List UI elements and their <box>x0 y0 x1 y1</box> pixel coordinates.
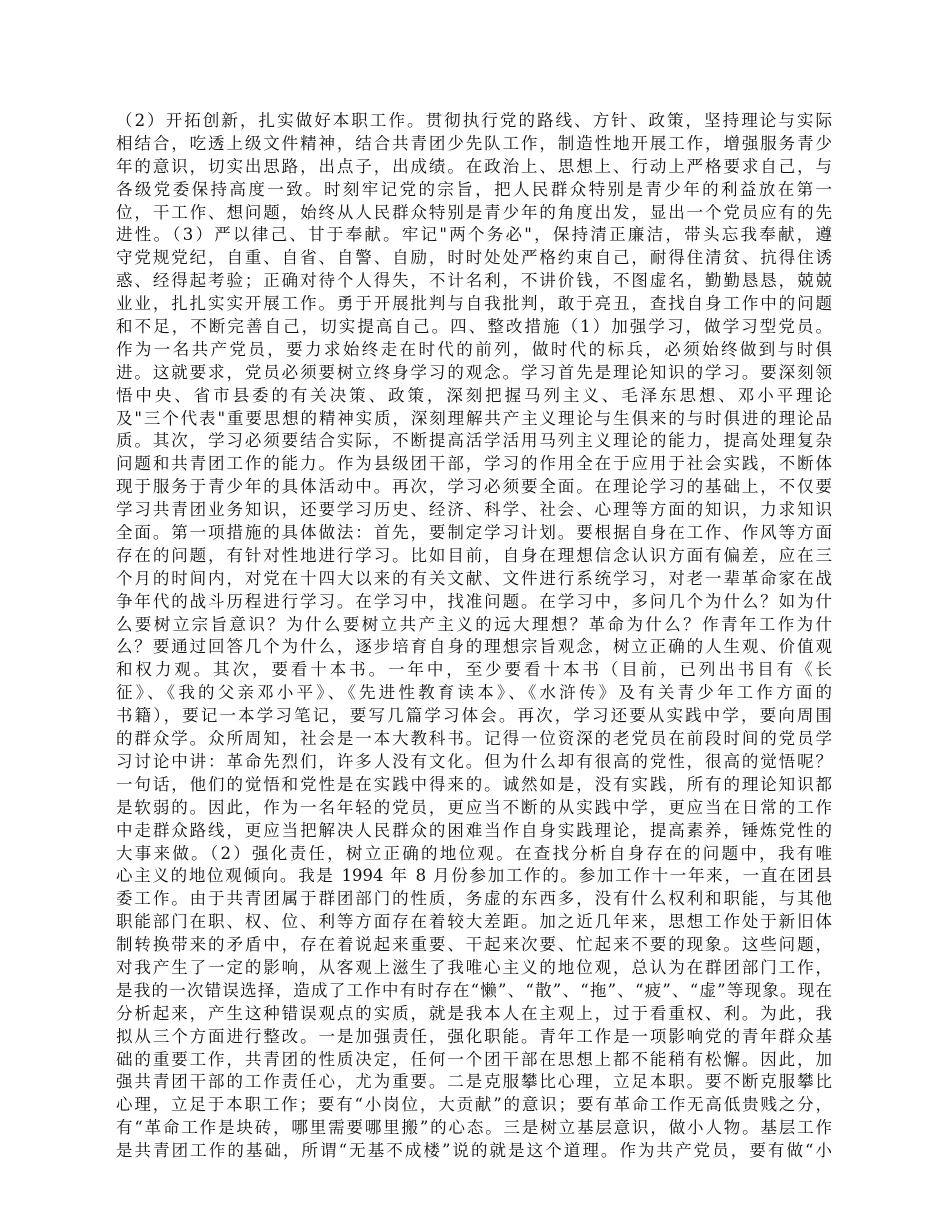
text-line: 础的重要工作，共青团的性质决定，任何一个团干部在思想上都不能稍有松懈。因此，加 <box>116 1049 832 1069</box>
text-line: 业业，扎扎实实开展工作。勇于开展批判与自我批判，敢于亮丑，查找自身工作中的问题 <box>116 294 832 314</box>
text-line: （2）开拓创新，扎实做好本职工作。贯彻执行党的路线、方针、政策，坚持理论与实际 <box>116 111 832 130</box>
text-line: 是软弱的。因此，作为一名年轻的党员，更应当不断的从实践中学，更应当在日常的工作 <box>116 797 832 817</box>
text-line: 全面。第一项措施的具体做法：首先，要制定学习计划。要根据自身在工作、作风等方面 <box>116 523 832 543</box>
text-line: 委工作。由于共青团属于群团部门的性质，务虚的东西多，没有什么权利和职能，与其他 <box>116 889 832 909</box>
text-line: 么？要通过回答几个为什么，逐步培育自身的理想宗旨观念，树立正确的人生观、价值观 <box>116 637 832 657</box>
text-line: 制转换带来的矛盾中，存在着说起来重要、干起来次要、忙起来不要的现象。这些问题， <box>116 935 832 955</box>
text-line: 现于服务于青少年的具体活动中。再次，学习必须要全面。在理论学习的基础上，不仅要 <box>116 477 832 497</box>
text-line: 惑、经得起考验；正确对待个人得失，不计名利，不讲价钱，不图虚名，勤勤恳恳，兢兢 <box>116 271 832 291</box>
text-line: 和不足，不断完善自己，切实提高自己。四、整改措施（1）加强学习，做学习型党员。 <box>116 317 832 337</box>
text-line: 问题和共青团工作的能力。作为县级团干部，学习的作用全在于应用于社会实践，不断体 <box>116 454 832 474</box>
text-line: 进。这就要求，党员必须要树立终身学习的观念。学习首先是理论知识的学习。要深刻领 <box>116 362 832 382</box>
text-line: 分析起来，产生这种错误观点的实质，就是我本人在主观上，过于看重权、利。为此，我 <box>116 1003 832 1023</box>
text-line: 对我产生了一定的影响，从客观上滋生了我唯心主义的地位观，总认为在群团部门工作， <box>116 957 832 977</box>
text-line: 是我的一次错误选择，造成了工作中有时存在“懒”、“散”、“拖”、“疲”、“虚”等现象。现在 <box>116 980 832 1000</box>
text-line: 大事来做。（2）强化责任，树立正确的地位观。在查找分析自身存在的问题中，我有唯 <box>116 843 832 863</box>
text-line: 习讨论中讲：革命先烈们，许多人没有文化。但为什么却有很高的党性，很高的觉悟呢？ <box>116 751 832 771</box>
text-line: 一句话，他们的觉悟和党性是在实践中得来的。诚然如是，没有实践，所有的理论知识都 <box>116 774 832 794</box>
text-line: 作为一名共产党员，要力求始终走在时代的前列，做时代的标兵，必须始终做到与时俱 <box>116 339 832 359</box>
text-line: 么要树立宗旨意识？为什么要树立共产主义的远大理想？革命为什么？作青年工作为什 <box>116 614 832 634</box>
text-line: 悟中央、省市县委的有关决策、政策，深刻把握马列主义、毛泽东思想、邓小平理论 <box>116 385 832 405</box>
text-line: 书籍），要记一本学习笔记，要写几篇学习体会。再次，学习还要从实践中学，要向周围 <box>116 706 832 726</box>
text-line: 职能部门在职、权、位、利等方面存在着较大差距。加之近几年来，思想工作处于新旧体 <box>116 912 832 932</box>
text-line: 强共青团干部的工作责任心，尤为重要。二是克服攀比心理，立足本职。要不断克服攀比 <box>116 1072 832 1092</box>
document-body <box>116 110 832 1163</box>
text-line: 学习共青团业务知识，还要学习历史、经济、科学、社会、心理等方面的知识，力求知识 <box>116 500 832 520</box>
text-line: 个月的时间内，对党在十四大以来的有关文献、文件进行系统学习，对老一辈革命家在战 <box>116 568 832 588</box>
text-line: 和权力观。其次，要看十本书。一年中，至少要看十本书（目前，已列出书目有《长 <box>116 660 832 680</box>
text-line: 心理，立足于本职工作；要有“小岗位，大贡献”的意识；要有革命工作无高低贵贱之分， <box>116 1095 832 1115</box>
text-line: 各级党委保持高度一致。时刻牢记党的宗旨，把人民群众特别是青少年的利益放在第一 <box>116 179 832 199</box>
text-line: 拟从三个方面进行整改。一是加强责任，强化职能。青年工作是一项影响党的青年群众基 <box>116 1026 832 1046</box>
text-line: 位，干工作、想问题，始终从人民群众特别是青少年的角度出发，显出一个党员应有的先 <box>116 202 832 222</box>
text-line: 征》、《我的父亲邓小平》、《先进性教育读本》、《水浒传》及有关青少年工作方面的 <box>116 683 832 703</box>
text-line: 有“革命工作是块砖，哪里需要哪里搬”的心态。三是树立基层意识，做小人物。基层工作 <box>116 1118 832 1138</box>
text-line: 及"三个代表"重要思想的精神实质，深刻理解共产主义理论与生俱来的与时俱进的理论品 <box>116 408 832 428</box>
text-line: 存在的问题，有针对性地进行学习。比如目前，自身在理想信念认识方面有偏差，应在三 <box>116 545 832 565</box>
text-line: 年的意识，切实出思路，出点子，出成绩。在政治上、思想上、行动上严格要求自己，与 <box>116 156 832 176</box>
text-line: 质。其次，学习必须要结合实际，不断提高活学活用马列主义理论的能力，提高处理复杂 <box>116 431 832 451</box>
text-line: 守党规党纪，自重、自省、自警、自励，时时处处严格约束自己，耐得住清贫、抗得住诱 <box>116 248 832 268</box>
text-line: 是共青团工作的基础，所谓“无基不成楼”说的就是这个道理。作为共产党员，要有做“小 <box>116 1141 832 1161</box>
text-line: 中走群众路线，更应当把解决人民群众的困难当作自身实践理论，提高素养，锤炼党性的 <box>116 820 832 840</box>
text-line: 心主义的地位观倾向。我是 1994 年 8 月份参加工作的。参加工作十一年来，一直在团县 <box>116 866 832 886</box>
text-line: 争年代的战斗历程进行学习。在学习中，找准问题。在学习中，多问几个为什么？如为什 <box>116 591 832 611</box>
text-line: 进性。（3）严以律己、甘于奉献。牢记"两个务必"，保持清正廉洁，带头忘我奉献，遵 <box>116 225 832 245</box>
text-line: 相结合，吃透上级文件精神，结合共青团少先队工作，制造性地开展工作，增强服务青少 <box>116 133 832 153</box>
text-line: 的群众学。众所周知，社会是一本大教科书。记得一位资深的老党员在前段时间的党员学 <box>116 729 832 749</box>
